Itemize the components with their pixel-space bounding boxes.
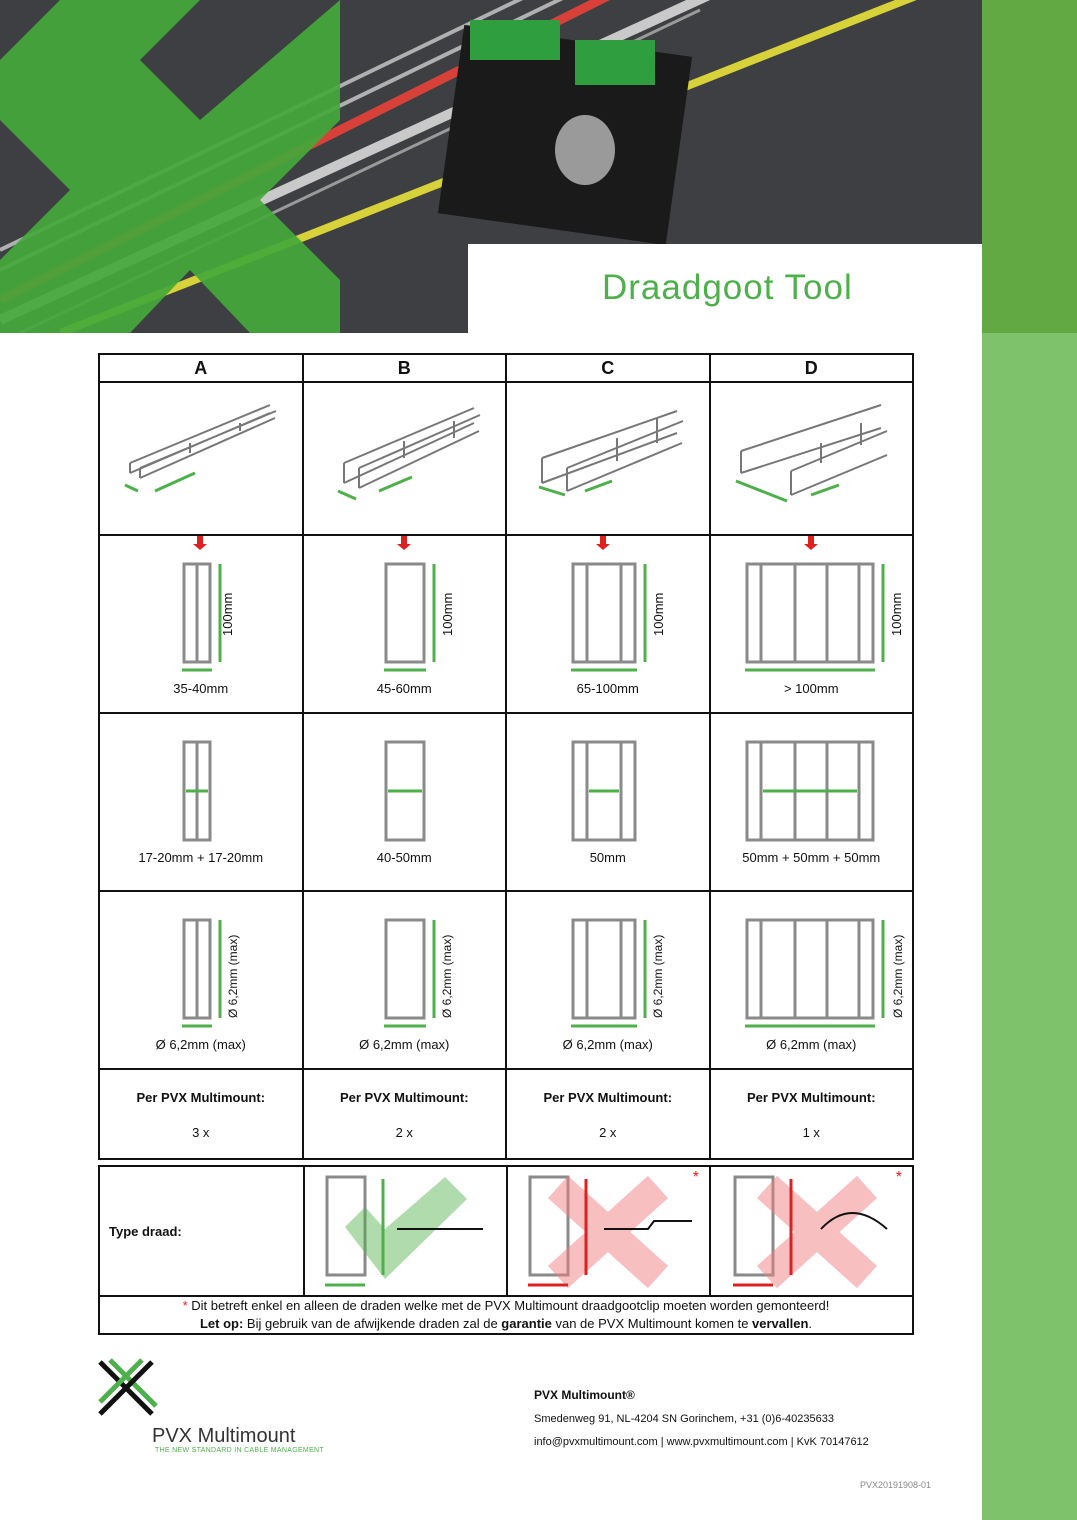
height-label-c: 100mm — [651, 592, 666, 636]
wire-v-label-b: Ø 6,2mm (max) — [439, 934, 454, 1018]
divider-d — [710, 713, 914, 891]
per-multimount-a — [99, 1069, 303, 1159]
dimensions-d — [710, 535, 914, 713]
asterisk-d: * — [895, 1169, 902, 1186]
page-title: Draadgoot Tool — [602, 268, 853, 307]
logo-mark-icon — [98, 1358, 158, 1418]
green-band — [982, 333, 1077, 1520]
divider-label-c: 50mm — [589, 850, 626, 865]
tray-illustration-a — [99, 382, 303, 535]
divider-b — [303, 713, 507, 891]
per-multimount-c — [506, 1069, 710, 1159]
type-stepped-cell — [507, 1166, 710, 1296]
note — [99, 1296, 913, 1334]
wire-d — [710, 891, 914, 1069]
divider-label-d: 50mm + 50mm + 50mm — [742, 850, 881, 865]
dimensions-a — [99, 535, 303, 713]
tray-illustration-c — [506, 382, 710, 535]
divider-a — [99, 713, 303, 891]
height-label-b: 100mm — [439, 592, 455, 636]
per-count-b: 2 x — [395, 1125, 413, 1140]
tray-illustration-b — [303, 382, 507, 535]
asterisk-c: * — [692, 1169, 699, 1186]
wire-h-label-b: Ø 6,2mm (max) — [359, 1037, 450, 1052]
wire-c — [506, 891, 710, 1069]
wire-v-label-c: Ø 6,2mm (max) — [651, 934, 665, 1018]
wire-type-table — [98, 1165, 914, 1335]
cross-icon — [711, 1167, 911, 1295]
width-label-a: 35-40mm — [173, 681, 229, 696]
per-label-c: Per PVX Multimount: — [543, 1090, 673, 1105]
per-label-d: Per PVX Multimount: — [746, 1090, 876, 1105]
check-icon — [305, 1167, 505, 1295]
logo-wordmark: PVX Multimount — [152, 1425, 296, 1447]
width-label-d: > 100mm — [783, 681, 839, 696]
per-label-b: Per PVX Multimount: — [339, 1090, 469, 1105]
width-label-c: 65-100mm — [576, 681, 639, 696]
note-line-2b: van de PVX Multimount komen te — [551, 1316, 753, 1331]
tray-illustration-d — [710, 382, 914, 535]
per-count-a: 3 x — [192, 1125, 210, 1140]
column-header-b: B — [303, 354, 507, 382]
wire-v-label-a: Ø 6,2mm (max) — [226, 934, 240, 1018]
divider-label-a: 17-20mm + 17-20mm — [138, 850, 264, 865]
document-id: PVX20191908-01 — [860, 1480, 932, 1490]
height-label-d: 100mm — [888, 592, 904, 636]
green-band-top — [982, 0, 1077, 333]
wire-h-label-c: Ø 6,2mm (max) — [562, 1037, 653, 1052]
per-label-a: Per PVX Multimount: — [136, 1090, 266, 1105]
height-label-a: 100mm — [220, 592, 235, 636]
street-address: Smedenweg 91, NL-4204 SN Gorinchem, +31 (0)6-40235633 — [534, 1413, 834, 1425]
tool-table — [98, 353, 914, 1160]
type-curved-cell — [710, 1166, 913, 1296]
note-garantie: garantie — [501, 1316, 552, 1331]
note-line-1: Dit betreft enkel en alleen de draden welke met de PVX Multimount draadgootclip moeten worden gemonteerd! — [187, 1298, 830, 1313]
company-name: PVX Multimount® — [534, 1388, 635, 1402]
note-line-2a: Bij gebruik van de afwijkende draden zal de — [243, 1316, 502, 1331]
wire-a — [99, 891, 303, 1069]
wire-h-label-a: Ø 6,2mm (max) — [155, 1037, 246, 1052]
cross-icon — [508, 1167, 708, 1295]
type-ok-cell — [304, 1166, 507, 1296]
per-multimount-b — [303, 1069, 507, 1159]
wire-v-label-d: Ø 6,2mm (max) — [890, 934, 905, 1018]
note-vervallen: vervallen — [752, 1316, 809, 1331]
note-asterisk: * — [182, 1298, 188, 1313]
divider-c — [506, 713, 710, 891]
dimensions-b — [303, 535, 507, 713]
divider-label-b: 40-50mm — [376, 850, 432, 865]
company-address — [534, 1384, 869, 1454]
width-label-b: 45-60mm — [376, 681, 432, 696]
note-letop: Let op: — [199, 1316, 244, 1331]
column-header-d: D — [710, 354, 914, 382]
column-header-a: A — [99, 354, 303, 382]
logo-tagline: THE NEW STANDARD IN CABLE MANAGEMENT — [155, 1447, 324, 1454]
note-line-2c: . — [808, 1316, 813, 1331]
column-header-c: C — [506, 354, 710, 382]
contact-line: info@pvxmultimount.com | www.pvxmultimount.com | KvK 70147612 — [534, 1436, 869, 1448]
dimensions-c — [506, 535, 710, 713]
per-multimount-d — [710, 1069, 914, 1159]
per-count-d: 1 x — [802, 1125, 820, 1140]
wire-h-label-d: Ø 6,2mm (max) — [766, 1037, 857, 1052]
type-draad-label: Type draad: — [99, 1166, 304, 1296]
wire-b — [303, 891, 507, 1069]
per-count-c: 2 x — [599, 1125, 617, 1140]
